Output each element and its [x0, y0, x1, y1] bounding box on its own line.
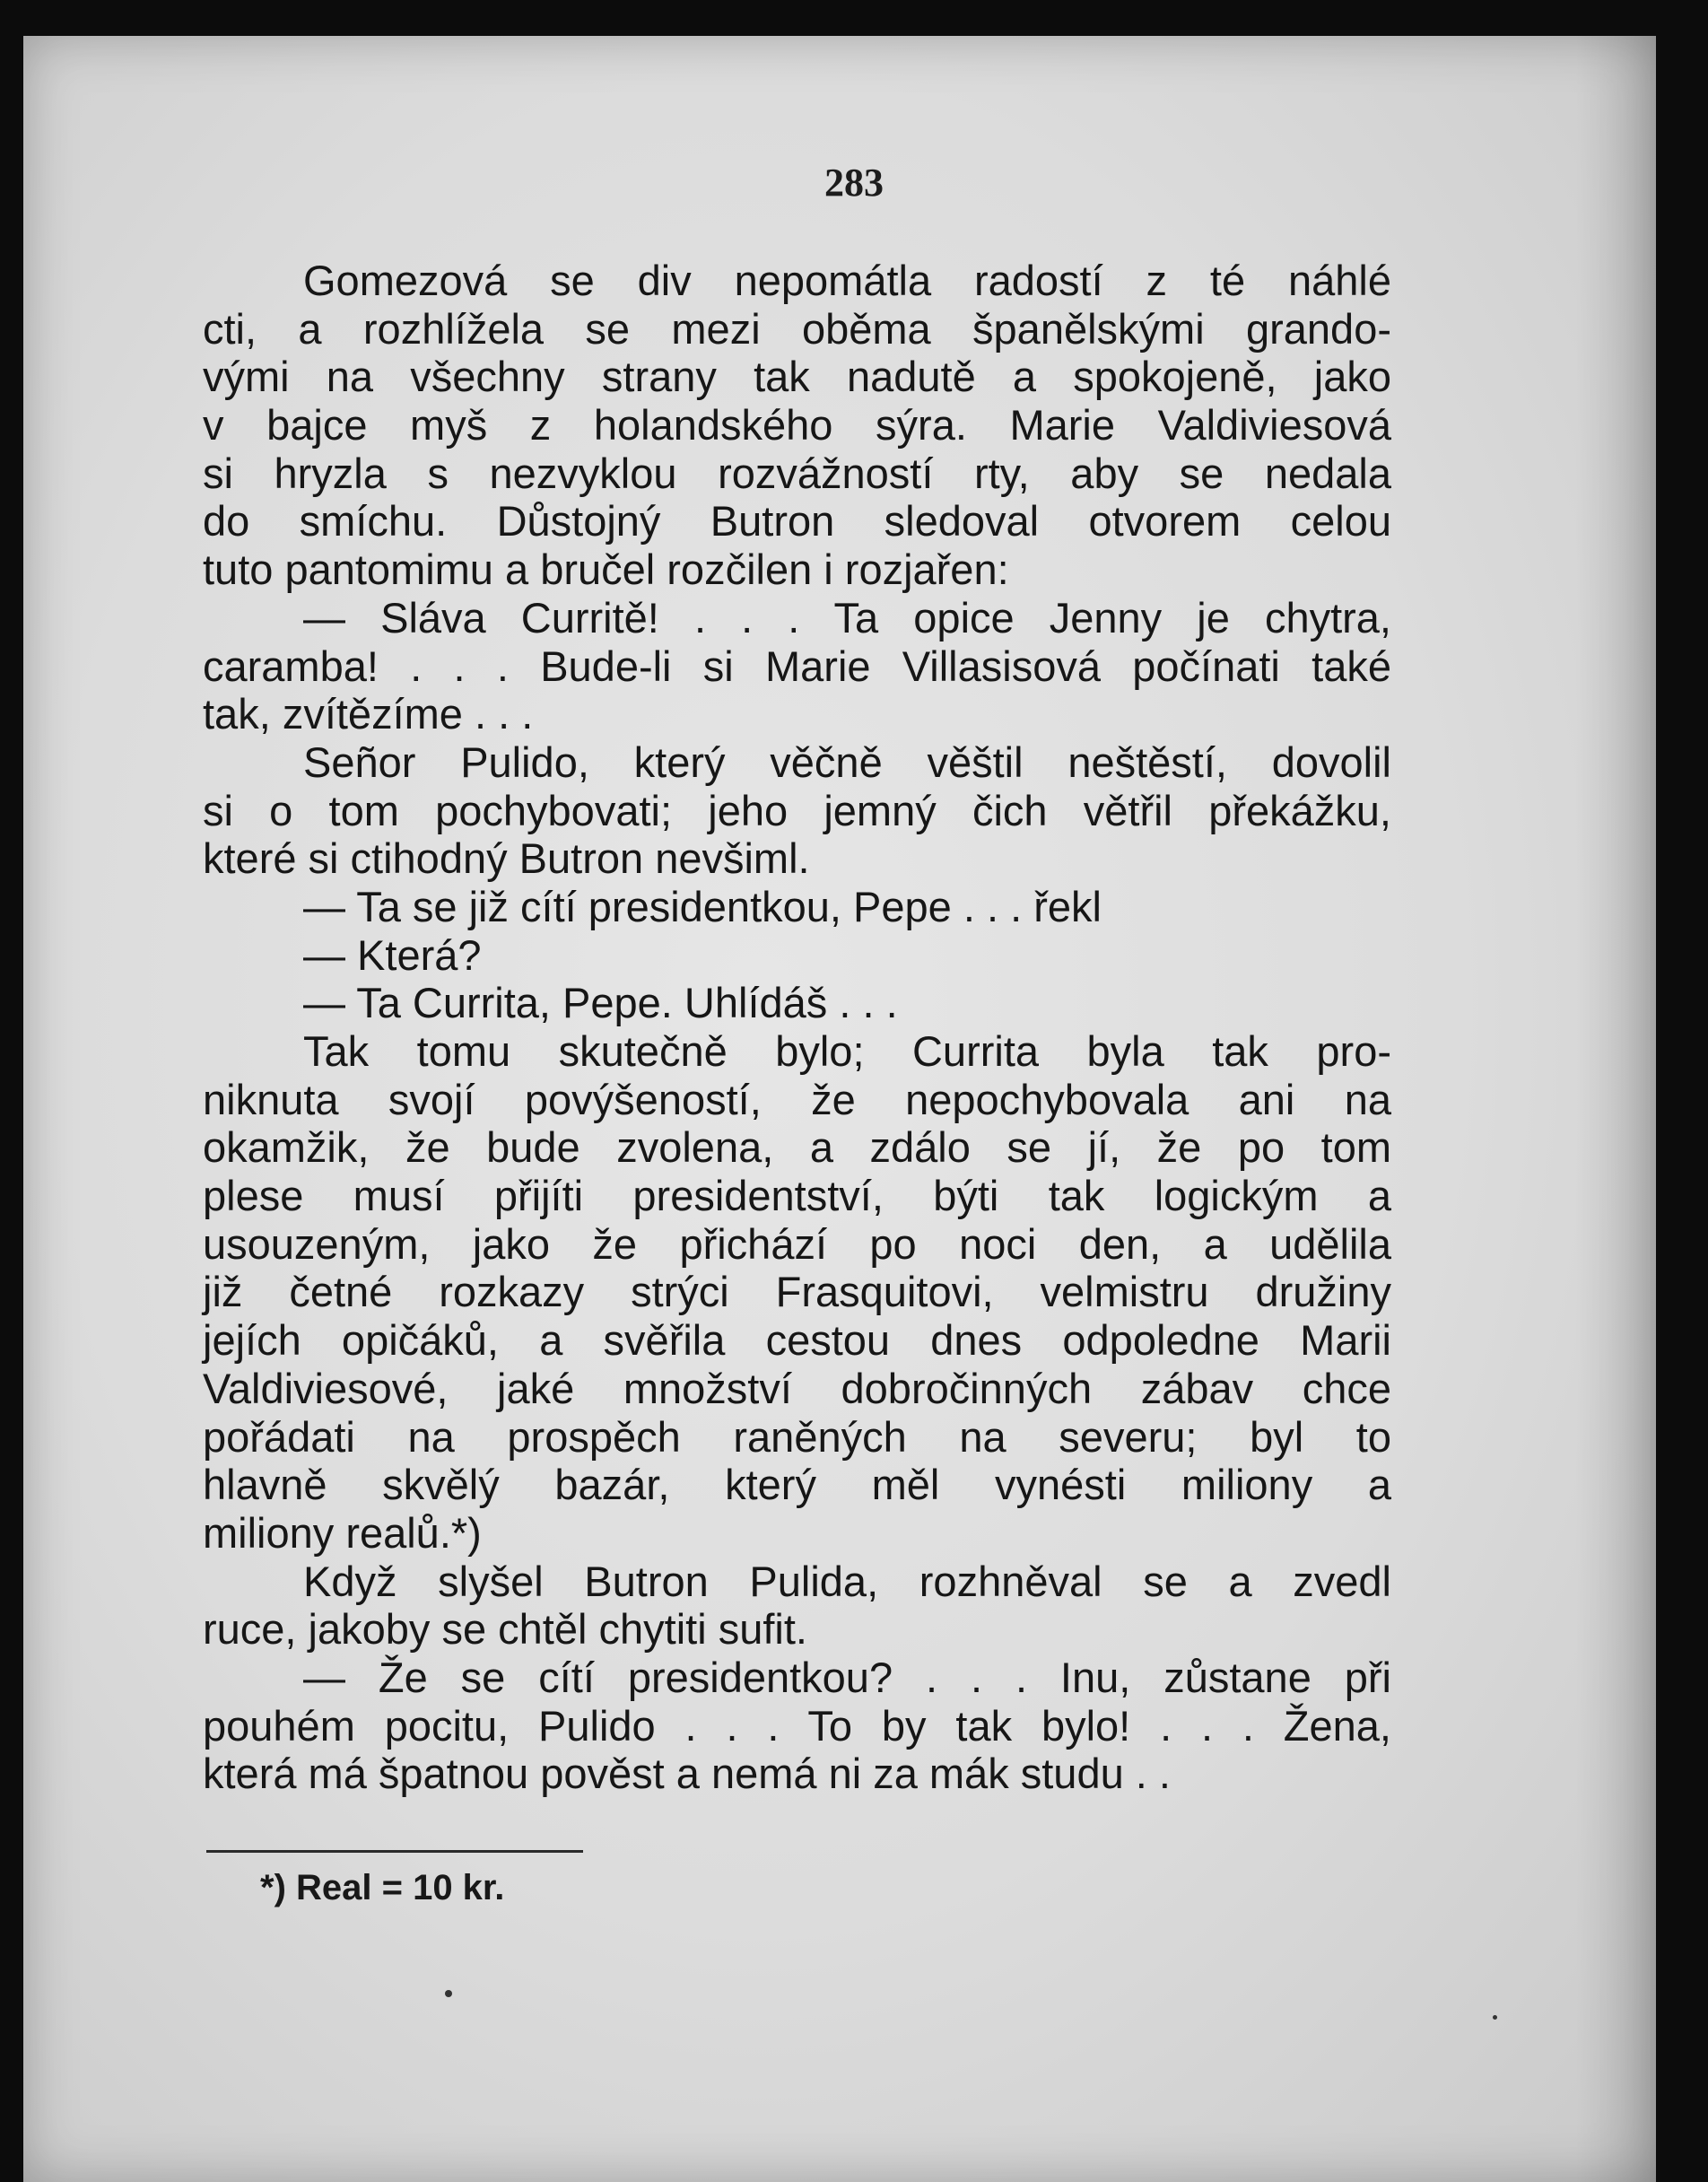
text-line: caramba! . . . Bude-li si Marie Villasisová počínati také — [203, 642, 1391, 690]
text-line: pořádati na prospěch raněných na severu; byl to — [203, 1412, 1391, 1461]
text-line: — Ta Currita, Pepe. Uhlídáš . . . — [303, 979, 898, 1027]
binding-shadow — [1575, 36, 1656, 2182]
text-line: vými na všechny strany tak nadutě a spokojeně, jako — [203, 353, 1391, 401]
text-line: — Ta se již cítí presidentkou, Pepe . . . řekl — [303, 882, 1102, 930]
text-line: Gomezová se div nepomátla radostí z té náhlé — [303, 257, 1391, 304]
text-line: miliony realů.*) — [203, 1508, 482, 1557]
page-number: 283 — [824, 161, 884, 205]
text-line: usouzeným, jako že přichází po noci den, a udělila — [203, 1219, 1391, 1268]
text-line: — Která? — [303, 930, 482, 979]
text-line: niknuta svojí povýšeností, že nepochybovala ani na — [203, 1075, 1391, 1123]
text-line: hlavně skvělý bazár, který měl vynésti miliony a — [203, 1461, 1391, 1509]
text-line: pouhém pocitu, Pulido . . . To by tak bylo! . . . Žena, — [203, 1701, 1391, 1750]
footnote: *) Real = 10 kr. — [260, 1868, 505, 1907]
text-line: Señor Pulido, který věčně věštil neštěstí, dovolil — [303, 738, 1391, 786]
text-line: — Sláva Curritě! . . . Ta opice Jenny je chytra, — [303, 593, 1391, 642]
text-line: tuto pantomimu a bručel rozčilen i rozjařen: — [203, 546, 1009, 594]
text-line: do smíchu. Důstojný Butron sledoval otvorem celou — [203, 497, 1391, 546]
text-line: které si ctihodný Butron nevšiml. — [203, 834, 810, 883]
text-line: ruce, jakoby se chtěl chytiti sufit. — [203, 1605, 807, 1654]
footnote-rule — [206, 1850, 583, 1853]
text-line: — Že se cítí presidentkou? . . . Inu, zůstane při — [303, 1653, 1391, 1701]
text-line: jejích opičáků, a svěřila cestou dnes odpoledne Marii — [203, 1316, 1391, 1365]
text-line: si o tom pochybovati; jeho jemný čich větřil překážku, — [203, 786, 1391, 834]
text-line: která má špatnou pověst a nemá ni za mák studu . . — [203, 1750, 1171, 1798]
ink-speck — [445, 1990, 452, 1997]
text-line: Když slyšel Butron Pulida, rozhněval se a zvedl — [303, 1557, 1391, 1605]
ink-speck — [1493, 2015, 1497, 2020]
text-line: cti, a rozhlížela se mezi oběma španělskými grando- — [203, 304, 1391, 353]
text-line: si hryzla s nezvyklou rozvážností rty, aby se nedala — [203, 449, 1391, 497]
text-line: v bajce myš z holandského sýra. Marie Valdiviesová — [203, 401, 1391, 449]
text-line: již četné rozkazy strýci Frasquitovi, velmistru družiny — [203, 1268, 1391, 1316]
body-text — [203, 257, 1391, 1798]
text-line: Valdiviesové, jaké množství dobročinných zábav chce — [203, 1364, 1391, 1412]
text-line: Tak tomu skutečně bylo; Currita byla tak pro- — [303, 1027, 1391, 1075]
text-line: okamžik, že bude zvolena, a zdálo se jí, že po tom — [203, 1123, 1391, 1172]
text-line: tak, zvítězíme . . . — [203, 690, 534, 738]
text-line: plese musí přijíti presidentství, býti tak logickým a — [203, 1172, 1391, 1220]
